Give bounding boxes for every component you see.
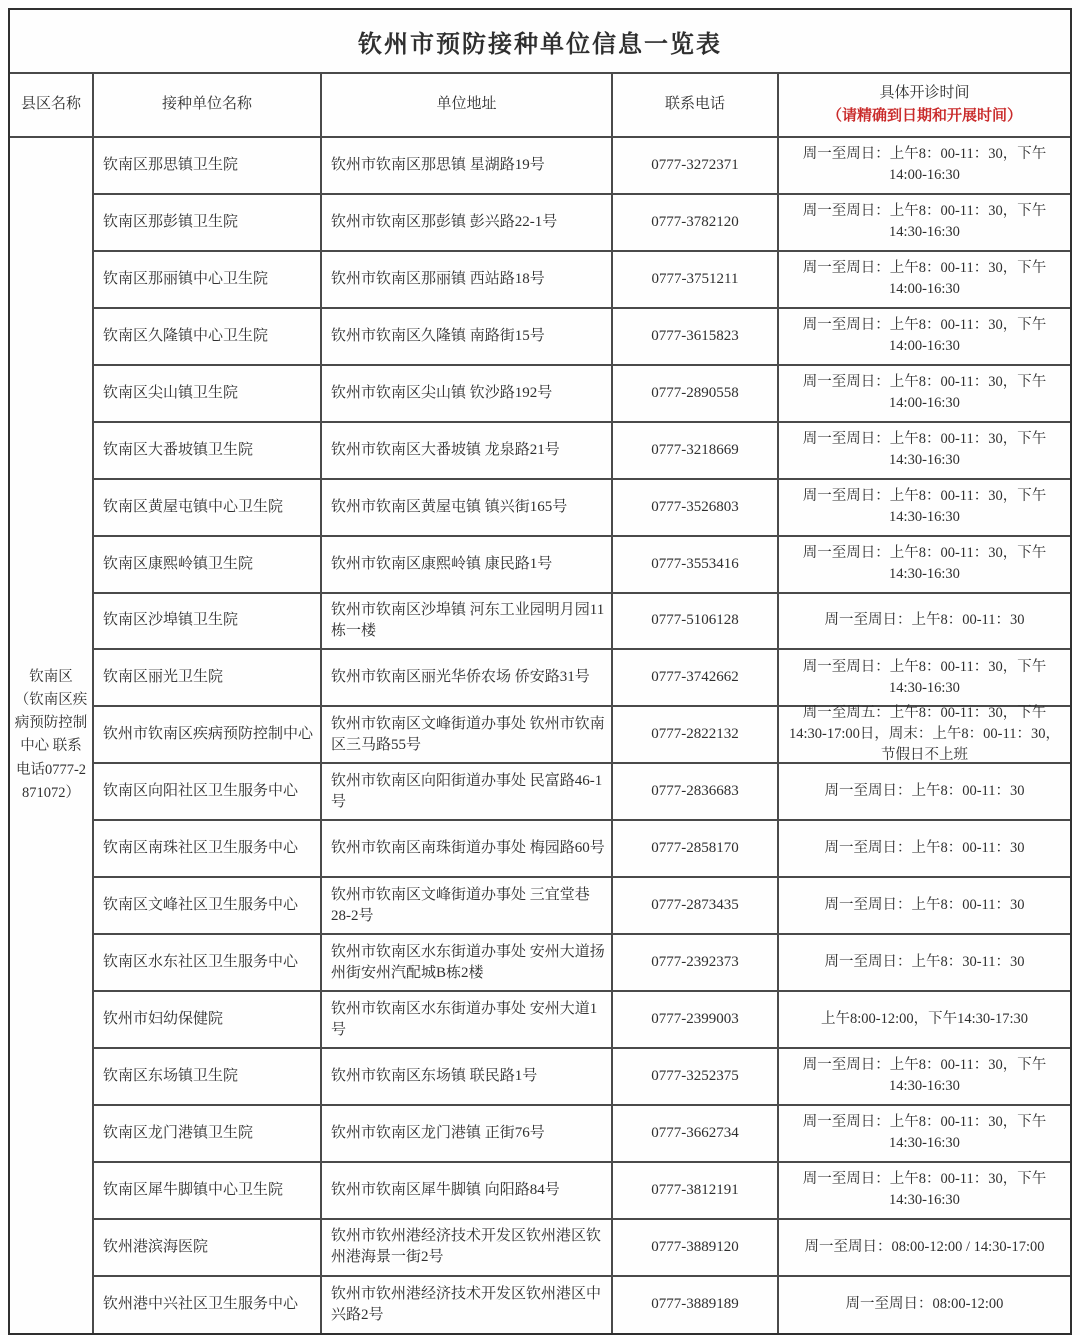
unit-phone-cell: 0777-5106128 [613,594,779,649]
table-row [94,878,1070,935]
unit-address-cell: 钦州市钦南区那彭镇 彭兴路22-1号 [322,195,613,250]
unit-hours-cell: 周一至周日：上午8：00-11：30，下午14:30-16:30 [802,488,1047,526]
table-row [94,423,1070,480]
table-row [94,195,1070,252]
unit-hours-cell: 周一至周日：上午8：00-11：30 [824,897,1025,914]
unit-phone-cell: 0777-2890558 [613,366,779,421]
unit-phone-cell: 0777-3272371 [613,138,779,193]
unit-phone-cell: 0777-2873435 [613,878,779,933]
unit-name-cell: 钦南区那丽镇中心卫生院 [94,252,322,307]
unit-phone-cell: 0777-3615823 [613,309,779,364]
unit-address-cell: 钦州市钦南区黄屋屯镇 镇兴街165号 [322,480,613,535]
unit-address-cell: 钦州市钦州港经济技术开发区钦州港区钦州港海景一街2号 [322,1220,613,1275]
unit-phone-cell: 0777-2392373 [613,935,779,990]
header-phone: 联系电话 [613,74,779,136]
unit-address-cell: 钦州市钦南区沙埠镇 河东工业园明月园11栋一楼 [322,594,613,649]
table-body-area [10,138,1070,1333]
unit-phone-cell: 0777-3742662 [613,650,779,705]
unit-address-cell: 钦州市钦南区水东街道办事处 安州大道扬州街安州汽配城B栋2楼 [322,935,613,990]
unit-phone-cell: 0777-2858170 [613,821,779,876]
unit-address-cell: 钦州市钦南区那思镇 星湖路19号 [322,138,613,193]
unit-hours-cell: 周一至周日：上午8：00-11：30 [824,840,1025,857]
unit-phone-cell: 0777-3782120 [613,195,779,250]
unit-hours-cell: 周一至周日：上午8：00-11：30，下午14:00-16:30 [802,374,1047,412]
table-row [94,650,1070,707]
unit-name-cell: 钦南区黄屋屯镇中心卫生院 [94,480,322,535]
unit-hours-cell: 周一至周五：上午8：00-11：30，下午14:30-17:00日，周末：上午8：00-11：30，节假日不上班 [789,705,1060,764]
table-row [94,1163,1070,1220]
unit-address-cell: 钦州市钦南区向阳街道办事处 民富路46-1号 [322,764,613,819]
unit-phone-cell: 0777-2399003 [613,992,779,1047]
unit-address-cell: 钦州市钦南区丽光华侨农场 侨安路31号 [322,650,613,705]
district-note: （钦南区疾病预防控制中心 联系电话0777-2871072） [14,692,88,801]
unit-name-cell: 钦南区龙门港镇卫生院 [94,1106,322,1161]
unit-hours-cell: 周一至周日：上午8：30-11：30 [824,954,1025,971]
unit-name-cell: 钦州港中兴社区卫生服务中心 [94,1277,322,1333]
district-name: 钦南区 [29,668,73,685]
unit-address-cell: 钦州市钦南区久隆镇 南路街15号 [322,309,613,364]
unit-hours-cell: 上午8:00-12:00，下午14:30-17:30 [820,1011,1029,1028]
unit-phone-cell: 0777-3812191 [613,1163,779,1218]
unit-phone-cell: 0777-3889189 [613,1277,779,1333]
header-hours [779,74,1070,136]
header-unit-name: 接种单位名称 [94,74,322,136]
unit-hours-cell: 周一至周日：上午8：00-11：30，下午14:30-16:30 [802,658,1047,696]
table-row [94,821,1070,878]
vaccination-units-table [8,8,1072,1335]
unit-phone-cell: 0777-3553416 [613,537,779,592]
unit-name-cell: 钦南区南珠社区卫生服务中心 [94,821,322,876]
unit-address-cell: 钦州市钦南区南珠街道办事处 梅园路60号 [322,821,613,876]
unit-name-cell: 钦南区文峰社区卫生服务中心 [94,878,322,933]
unit-hours-cell: 周一至周日：上午8：00-11：30，下午14:00-16:30 [802,146,1047,184]
header-district: 县区名称 [10,74,94,136]
table-row [94,1049,1070,1106]
unit-hours-cell: 周一至周日：上午8：00-11：30，下午14:30-16:30 [802,1057,1047,1095]
unit-name-cell: 钦南区大番坡镇卫生院 [94,423,322,478]
unit-hours-cell: 周一至周日：上午8：00-11：30，下午14:00-16:30 [802,260,1047,298]
unit-name-cell: 钦州市钦南区疾病预防控制中心 [94,707,322,762]
table-row [94,992,1070,1049]
unit-phone-cell: 0777-3889120 [613,1220,779,1275]
unit-address-cell: 钦州市钦南区龙门港镇 正街76号 [322,1106,613,1161]
unit-hours-cell: 周一至周日：上午8：00-11：30，下午14:30-16:30 [802,431,1047,469]
unit-address-cell: 钦州市钦南区康熙岭镇 康民路1号 [322,537,613,592]
table-row [94,707,1070,764]
unit-name-cell: 钦南区尖山镇卫生院 [94,366,322,421]
header-hours-title: 具体开诊时间 [879,84,970,101]
table-row [94,537,1070,594]
unit-name-cell: 钦南区沙埠镇卫生院 [94,594,322,649]
table-row [94,252,1070,309]
unit-hours-cell: 周一至周日：上午8：00-11：30，下午14:30-16:30 [802,545,1047,583]
unit-name-cell: 钦南区水东社区卫生服务中心 [94,935,322,990]
table-header [10,74,1070,138]
unit-hours-cell: 周一至周日：上午8：00-11：30，下午14:00-16:30 [802,317,1047,355]
unit-name-cell: 钦州市妇幼保健院 [94,992,322,1047]
unit-address-cell: 钦州市钦南区大番坡镇 龙泉路21号 [322,423,613,478]
table-row [94,366,1070,423]
table-row [94,309,1070,366]
unit-hours-cell: 周一至周日：08:00-12:00 [845,1296,1004,1313]
unit-name-cell: 钦南区东场镇卫生院 [94,1049,322,1104]
unit-phone-cell: 0777-3662734 [613,1106,779,1161]
unit-hours-cell: 周一至周日：上午8：00-11：30，下午14:30-16:30 [802,203,1047,241]
table-row [94,935,1070,992]
unit-address-cell: 钦州市钦南区水东街道办事处 安州大道1号 [322,992,613,1047]
unit-hours-cell: 周一至周日：上午8：00-11：30，下午14:30-16:30 [802,1171,1047,1209]
unit-hours-cell: 周一至周日：上午8：00-11：30 [824,612,1025,629]
unit-phone-cell: 0777-3252375 [613,1049,779,1104]
table-row [94,764,1070,821]
unit-hours-cell: 周一至周日：08:00-12:00 / 14:30-17:00 [804,1238,1045,1255]
header-hours-note: （请精确到日期和开展时间） [826,108,1022,124]
table-row [94,594,1070,651]
unit-address-cell: 钦州市钦南区东场镇 联民路1号 [322,1049,613,1104]
unit-address-cell: 钦州市钦南区犀牛脚镇 向阳路84号 [322,1163,613,1218]
table-body [94,138,1070,1333]
unit-phone-cell: 0777-3218669 [613,423,779,478]
unit-name-cell: 钦南区那思镇卫生院 [94,138,322,193]
table-row [94,1106,1070,1163]
unit-name-cell: 钦州港滨海医院 [94,1220,322,1275]
unit-hours-cell: 周一至周日：上午8：00-11：30 [824,783,1025,800]
district-cell [10,138,94,1333]
unit-address-cell: 钦州市钦州港经济技术开发区钦州港区中兴路2号 [322,1277,613,1333]
unit-address-cell: 钦州市钦南区文峰街道办事处 三宜堂巷28-2号 [322,878,613,933]
unit-name-cell: 钦南区丽光卫生院 [94,650,322,705]
unit-name-cell: 钦南区康熙岭镇卫生院 [94,537,322,592]
unit-name-cell: 钦南区那彭镇卫生院 [94,195,322,250]
unit-name-cell: 钦南区向阳社区卫生服务中心 [94,764,322,819]
unit-name-cell: 钦南区久隆镇中心卫生院 [94,309,322,364]
unit-phone-cell: 0777-2822132 [613,707,779,762]
unit-address-cell: 钦州市钦南区那丽镇 西站路18号 [322,252,613,307]
table-row [94,480,1070,537]
unit-phone-cell: 0777-2836683 [613,764,779,819]
unit-phone-cell: 0777-3751211 [613,252,779,307]
unit-address-cell: 钦州市钦南区文峰街道办事处 钦州市钦南区三马路55号 [322,707,613,762]
page-title: 钦州市预防接种单位信息一览表 [10,10,1070,74]
table-row [94,138,1070,195]
unit-phone-cell: 0777-3526803 [613,480,779,535]
unit-name-cell: 钦南区犀牛脚镇中心卫生院 [94,1163,322,1218]
unit-address-cell: 钦州市钦南区尖山镇 钦沙路192号 [322,366,613,421]
unit-hours-cell: 周一至周日：上午8：00-11：30，下午14:30-16:30 [802,1114,1047,1152]
table-row [94,1220,1070,1277]
table-row [94,1277,1070,1333]
header-address: 单位地址 [322,74,613,136]
